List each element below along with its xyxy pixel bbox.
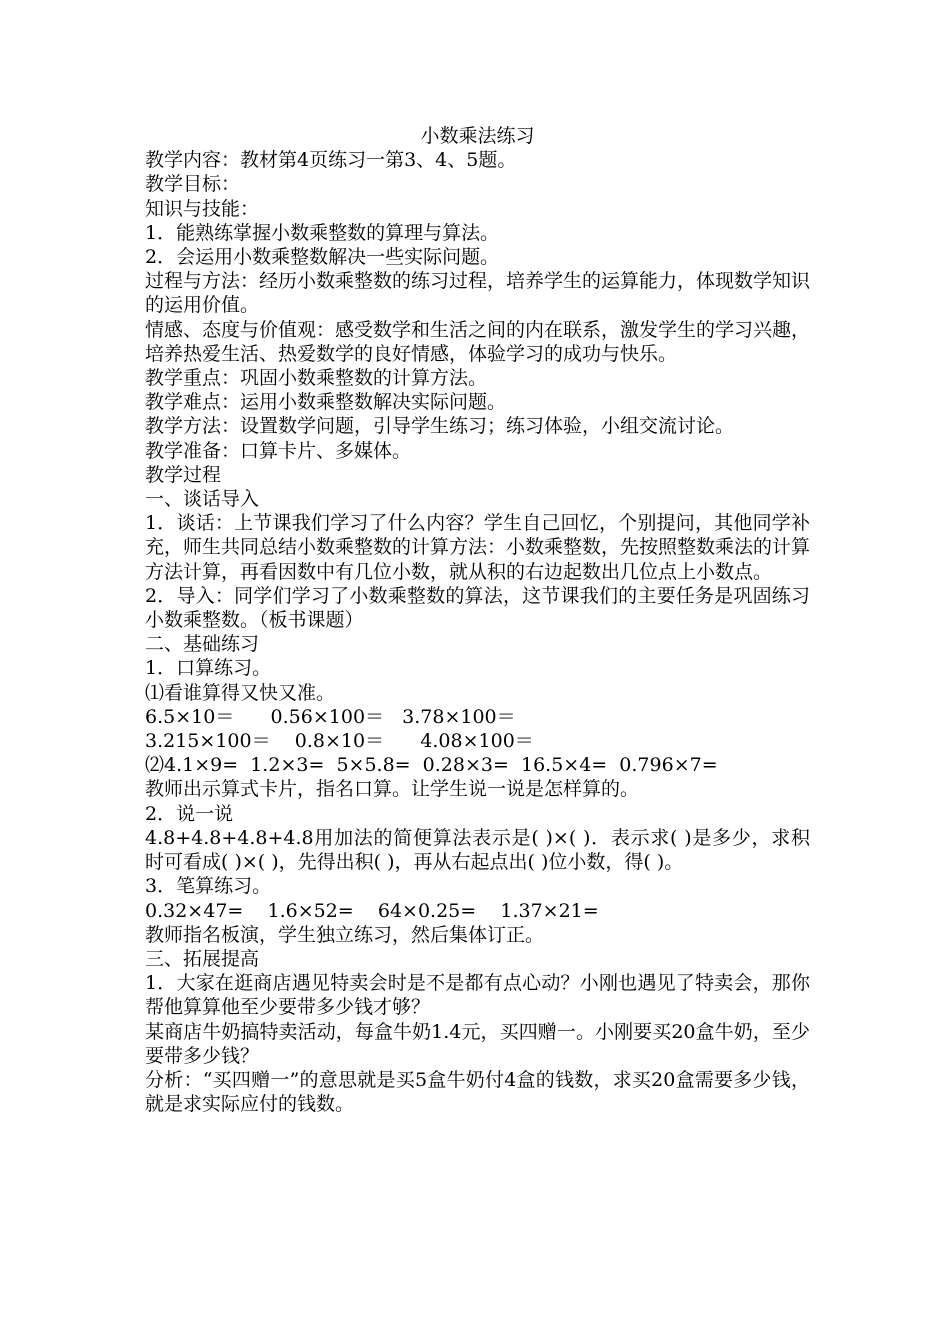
say-it-heading: 2．说一说: [145, 802, 234, 825]
teaching-method: 教学方法：设置数学问题，引导学生练习；练习体验，小组交流讨论。: [145, 415, 735, 438]
section-1-heading: 一、谈话导入: [145, 488, 260, 511]
teaching-preparation: 教学准备：口算卡片、多媒体。: [145, 439, 412, 462]
oral-practice-row-2: 3.215×100＝ 0.8×10＝ 4.08×100＝: [145, 730, 534, 753]
say-it-question: 4.8+4.8+4.8+4.8用加法的简便算法表示是( )×( )．表示求( )是多少，求积时可看成( )×( )，先得出积( )，再从右起点出( )位小数，得( )。: [145, 826, 810, 874]
teaching-process-heading: 教学过程: [145, 463, 222, 486]
emotion-attitude: 情感、态度与价值观：感受数学和生活之间的内在联系，激发学生的学习兴趣，培养热爱生活、热爱数学的良好情感，体验学习的成功与快乐。: [145, 318, 811, 365]
teaching-difficulty: 教学难点：运用小数乘整数解决实际问题。: [145, 391, 507, 414]
section-3-analysis: 分析：“买四赠一”的意思就是买5盒牛奶付4盒的钱数，求买20盒需要多少钱，就是求实际应付的钱数。: [145, 1068, 810, 1116]
written-practice-heading: 3．笔算练习。: [145, 875, 272, 898]
section-2-heading: 二、基础练习: [145, 633, 260, 656]
oral-practice-row-1: 6.5×10＝ 0.56×100＝ 3.78×100＝: [145, 705, 516, 728]
section-3-heading: 三、拓展提高: [145, 947, 260, 970]
section-3-item-1: 1．大家在逛商店遇见特卖会时是不是都有点心动？小刚也遇见了特卖会，那你帮他算算他至少要带多少钱才够？: [145, 972, 810, 1019]
section-3-problem: 某商店牛奶搞特卖活动，每盒牛奶1.4元，买四赠一。小刚要买20盒牛奶，至少要带多少钱？: [145, 1020, 810, 1067]
teaching-key-point: 教学重点：巩固小数乘整数的计算方法。: [145, 367, 488, 390]
written-practice-row: 0.32×47= 1.6×52= 64×0.25= 1.37×21=: [145, 899, 599, 922]
oral-practice-sub-1: ⑴看谁算得又快又准。: [145, 681, 336, 704]
teaching-content: 教学内容：教材第4页练习一第3、4、5题。: [145, 149, 517, 172]
knowledge-skills-heading: 知识与技能：: [145, 197, 260, 220]
process-method: 过程与方法：经历小数乘整数的练习过程，培养学生的运算能力，体现数学知识的运用价值。: [145, 270, 811, 317]
document-page: [145, 124, 810, 1116]
oral-practice-row-3: ⑵4.1×9= 1.2×3= 5×5.8= 0.28×3= 16.5×4= 0.796×7=: [145, 754, 718, 777]
section-1-item-2: 2．导入：同学们学习了小数乘整数的算法，这节课我们的主要任务是巩固练习小数乘整数。（板书课题）: [145, 584, 810, 632]
oral-practice-heading: 1．口算练习。: [145, 657, 272, 680]
written-practice-note: 教师指名板演，学生独立练习，然后集体订正。: [145, 923, 545, 946]
section-1-item-1: 1．谈话：上节课我们学习了什么内容？学生自己回忆，个别提问，其他同学补充，师生共同总结小数乘整数的计算方法：小数乘整数，先按照整数乘法的计算方法计算，再看因数中有几位小数，就从积的右边起数出几位点上小数点。: [145, 512, 811, 583]
teaching-goals-heading: 教学目标：: [145, 173, 241, 196]
document-title: 小数乘法练习: [420, 125, 535, 147]
goal-item-2: 2．会运用小数乘整数解决一些实际问题。: [145, 246, 500, 269]
goal-item-1: 1．能熟练掌握小数乘整数的算理与算法。: [145, 221, 500, 244]
oral-practice-note: 教师出示算式卡片，指名口算。让学生说一说是怎样算的。: [145, 778, 640, 801]
